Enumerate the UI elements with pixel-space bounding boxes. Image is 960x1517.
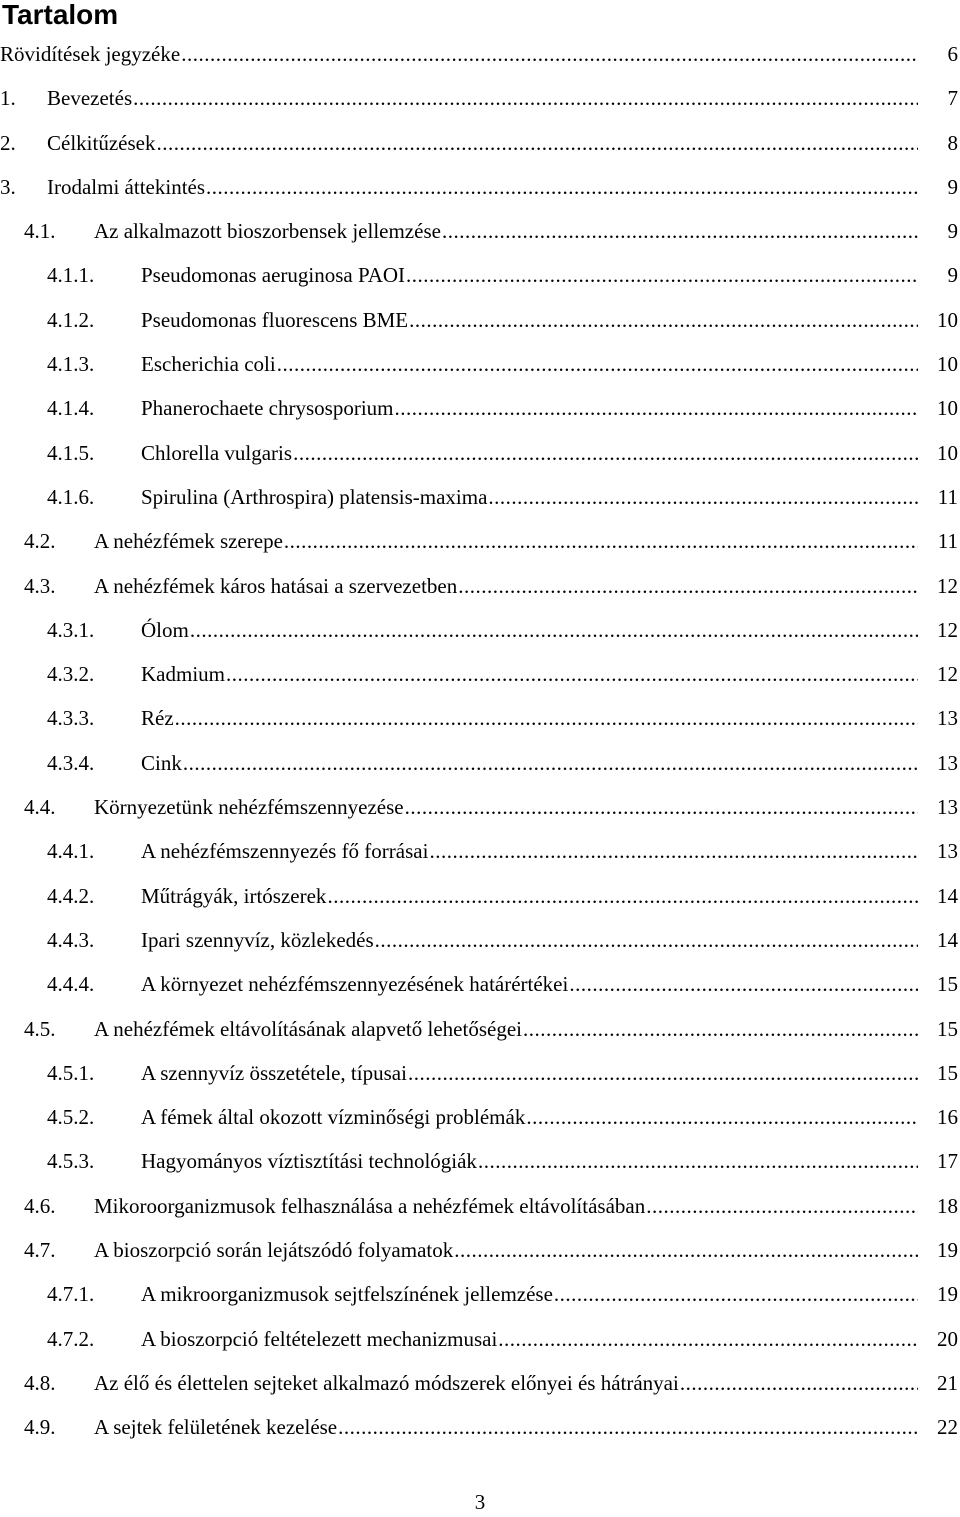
- toc-entry-number: 4.1.: [24, 219, 56, 244]
- toc-entry-number: 4.7.: [24, 1238, 56, 1263]
- toc-entry[interactable]: [0, 652, 960, 696]
- toc-entry-label: Irodalmi áttekintés: [47, 165, 206, 209]
- toc-entry-number: 4.1.4.: [47, 396, 95, 421]
- toc-leader-dots: [554, 1272, 918, 1316]
- toc-entry-line: [141, 475, 918, 519]
- toc-entry-number: 1.: [0, 86, 16, 111]
- toc-entry[interactable]: [0, 121, 960, 165]
- toc-leader-dots: [405, 785, 918, 829]
- toc-entry[interactable]: [0, 1228, 960, 1272]
- toc-entry-number: 4.5.: [24, 1016, 56, 1041]
- toc-entry[interactable]: [0, 1095, 960, 1139]
- toc-entry[interactable]: [0, 209, 960, 253]
- toc-entry-line: [141, 741, 918, 785]
- toc-leader-dots: [523, 1007, 918, 1051]
- toc-entry-page: 19: [937, 1238, 958, 1263]
- toc-entry-page: 13: [937, 795, 958, 820]
- toc-entry-label: Az élő és élettelen sejteket alkalmazó módszerek előnyei és hátrányai: [94, 1361, 680, 1405]
- toc-entry-label: A nehézfémek káros hatásai a szervezetben: [94, 564, 458, 608]
- toc-entry-page: 19: [937, 1282, 958, 1307]
- toc-entry[interactable]: [0, 1051, 960, 1095]
- toc-entry-page: 11: [937, 529, 958, 554]
- toc-entry-label: Ólom: [141, 608, 190, 652]
- toc-entry-line: [141, 1139, 918, 1183]
- toc-entry[interactable]: [0, 1184, 960, 1228]
- toc-entry-number: 4.5.3.: [47, 1149, 95, 1174]
- toc-leader-dots: [442, 209, 918, 253]
- toc-leader-dots: [293, 431, 918, 475]
- toc-leader-dots: [454, 1228, 918, 1272]
- toc-leader-dots: [133, 76, 918, 120]
- toc-entry-page: 17: [937, 1149, 958, 1174]
- toc-entry-number: 4.3.2.: [47, 662, 95, 687]
- toc-entry-page: 13: [937, 706, 958, 731]
- toc-entry-page: 13: [937, 750, 958, 775]
- toc-entry-page: 21: [937, 1370, 958, 1395]
- toc-entry[interactable]: [0, 1317, 960, 1361]
- table-of-contents: [0, 32, 960, 1450]
- toc-entry-label: Rövidítések jegyzéke: [0, 32, 181, 76]
- toc-entry-label: Környezetünk nehézfémszennyezése: [94, 785, 405, 829]
- toc-entry-line: [47, 76, 918, 120]
- toc-entry-number: 4.7.2.: [47, 1326, 95, 1351]
- toc-leader-dots: [338, 1405, 918, 1449]
- toc-entry[interactable]: [0, 253, 960, 297]
- toc-entry-page: 15: [937, 1060, 958, 1085]
- toc-entry[interactable]: [0, 1361, 960, 1405]
- toc-entry-number: 4.4.1.: [47, 839, 95, 864]
- toc-entry-line: [141, 1095, 918, 1139]
- toc-entry-page: 12: [937, 617, 958, 642]
- toc-entry-number: 4.4.: [24, 795, 56, 820]
- toc-entry-label: Réz: [141, 696, 175, 740]
- toc-entry-line: [0, 32, 918, 76]
- toc-entry-line: [94, 1228, 918, 1272]
- toc-entry-line: [141, 918, 918, 962]
- toc-entry-page: 18: [937, 1193, 958, 1218]
- toc-entry-page: 9: [947, 263, 958, 288]
- toc-entry-line: [141, 386, 918, 430]
- toc-entry-number: 4.4.2.: [47, 883, 95, 908]
- toc-leader-dots: [183, 741, 918, 785]
- toc-leader-dots: [526, 1095, 918, 1139]
- toc-entry-line: [94, 1405, 918, 1449]
- toc-entry-line: [94, 209, 918, 253]
- toc-entry-number: 3.: [0, 174, 16, 199]
- toc-entry-page: 13: [937, 839, 958, 864]
- toc-entry-label: A fémek által okozott vízminőségi problémák: [141, 1095, 526, 1139]
- toc-leader-dots: [406, 253, 918, 297]
- toc-entry-number: 4.7.1.: [47, 1282, 95, 1307]
- toc-entry-line: [94, 1184, 918, 1228]
- toc-entry-line: [47, 165, 918, 209]
- toc-leader-dots: [327, 874, 918, 918]
- toc-leader-dots: [458, 564, 918, 608]
- toc-entry-number: 4.3.3.: [47, 706, 95, 731]
- toc-entry-label: A mikroorganizmusok sejtfelszínének jellemzése: [141, 1272, 554, 1316]
- toc-entry[interactable]: [0, 1139, 960, 1183]
- toc-entry[interactable]: [0, 785, 960, 829]
- toc-entry-label: Kadmium: [141, 652, 226, 696]
- toc-entry-line: [141, 1317, 918, 1361]
- toc-entry-number: 4.3.1.: [47, 617, 95, 642]
- toc-entry-label: Spirulina (Arthrospira) platensis-maxima: [141, 475, 488, 519]
- toc-entry-label: Műtrágyák, irtószerek: [141, 874, 327, 918]
- toc-entry-number: 2.: [0, 130, 16, 155]
- toc-entry-page: 20: [937, 1326, 958, 1351]
- toc-entry[interactable]: [0, 475, 960, 519]
- toc-entry-number: 4.4.3.: [47, 927, 95, 952]
- toc-entry[interactable]: [0, 298, 960, 342]
- toc-entry-label: A nehézfémek eltávolításának alapvető lehetőségei: [94, 1007, 523, 1051]
- toc-entry-number: 4.5.2.: [47, 1105, 95, 1130]
- toc-entry-line: [141, 962, 918, 1006]
- page-number: 3: [474, 1490, 486, 1514]
- toc-entry-line: [94, 785, 918, 829]
- toc-entry-label: A szennyvíz összetétele, típusai: [141, 1051, 408, 1095]
- toc-entry-label: Cink: [141, 741, 183, 785]
- toc-entry-number: 4.1.1.: [47, 263, 95, 288]
- toc-entry-label: A nehézfémszennyezés fő forrásai: [141, 829, 429, 873]
- toc-entry-line: [141, 431, 918, 475]
- toc-entry-page: 10: [937, 352, 958, 377]
- toc-entry-number: 4.4.4.: [47, 972, 95, 997]
- toc-leader-dots: [277, 342, 918, 386]
- toc-entry-number: 4.1.2.: [47, 307, 95, 332]
- toc-entry[interactable]: [0, 1405, 960, 1449]
- toc-leader-dots: [429, 829, 918, 873]
- toc-entry[interactable]: [0, 564, 960, 608]
- toc-entry[interactable]: [0, 874, 960, 918]
- toc-entry[interactable]: [0, 741, 960, 785]
- toc-entry-line: [141, 342, 918, 386]
- toc-entry-page: 9: [947, 174, 958, 199]
- toc-entry-label: Pseudomonas fluorescens BME: [141, 298, 409, 342]
- toc-entry[interactable]: [0, 696, 960, 740]
- toc-entry-label: A sejtek felületének kezelése: [94, 1405, 338, 1449]
- toc-entry-page: 14: [937, 927, 958, 952]
- toc-entry-line: [141, 298, 918, 342]
- toc-entry-line: [141, 874, 918, 918]
- toc-entry-number: 4.9.: [24, 1415, 56, 1440]
- toc-entry-line: [47, 121, 918, 165]
- toc-leader-dots: [375, 918, 918, 962]
- toc-entry-label: Hagyományos víztisztítási technológiák: [141, 1139, 478, 1183]
- toc-entry-page: 9: [947, 219, 958, 244]
- toc-entry-page: 12: [937, 662, 958, 687]
- toc-entry[interactable]: [0, 76, 960, 120]
- toc-entry-label: Escherichia coli: [141, 342, 277, 386]
- toc-entry-number: 4.3.4.: [47, 750, 95, 775]
- toc-entry-number: 4.2.: [24, 529, 56, 554]
- toc-entry-number: 4.3.: [24, 573, 56, 598]
- toc-entry-label: Phanerochaete chrysosporium: [141, 386, 395, 430]
- toc-leader-dots: [498, 1317, 918, 1361]
- toc-entry-number: 4.1.6.: [47, 484, 95, 509]
- toc-entry[interactable]: [0, 431, 960, 475]
- toc-entry-line: [94, 519, 918, 563]
- toc-leader-dots: [175, 696, 918, 740]
- toc-leader-dots: [478, 1139, 918, 1183]
- toc-leader-dots: [226, 652, 918, 696]
- toc-entry-line: [94, 1007, 918, 1051]
- toc-entry[interactable]: [0, 918, 960, 962]
- toc-entry[interactable]: [0, 519, 960, 563]
- toc-entry-label: Pseudomonas aeruginosa PAOI: [141, 253, 406, 297]
- toc-entry[interactable]: [0, 962, 960, 1006]
- toc-entry-page: 14: [937, 883, 958, 908]
- toc-entry[interactable]: [0, 386, 960, 430]
- toc-leader-dots: [488, 475, 918, 519]
- toc-entry-label: Mikoroorganizmusok felhasználása a nehézfémek eltávolításában: [94, 1184, 646, 1228]
- toc-leader-dots: [181, 32, 918, 76]
- toc-entry-label: A nehézfémek szerepe: [94, 519, 284, 563]
- toc-entry-line: [141, 253, 918, 297]
- toc-entry-page: 10: [937, 440, 958, 465]
- toc-entry-page: 12: [937, 573, 958, 598]
- toc-entry-page: 16: [937, 1105, 958, 1130]
- toc-entry-label: Célkitűzések: [47, 121, 156, 165]
- toc-entry-page: 22: [937, 1415, 958, 1440]
- toc-entry-number: 4.1.5.: [47, 440, 95, 465]
- toc-entry-page: 6: [947, 42, 958, 66]
- toc-leader-dots: [680, 1361, 918, 1405]
- toc-entry-number: 4.5.1.: [47, 1060, 95, 1085]
- toc-leader-dots: [156, 121, 918, 165]
- toc-entry-line: [141, 1272, 918, 1316]
- toc-entry-line: [141, 696, 918, 740]
- toc-entry-label: Az alkalmazott bioszorbensek jellemzése: [94, 209, 442, 253]
- toc-entry-label: A bioszorpció során lejátszódó folyamatok: [94, 1228, 454, 1272]
- toc-entry[interactable]: [0, 342, 960, 386]
- toc-leader-dots: [395, 386, 918, 430]
- toc-entry-number: 4.1.3.: [47, 352, 95, 377]
- toc-entry-number: 4.8.: [24, 1370, 56, 1395]
- toc-entry-line: [141, 608, 918, 652]
- toc-entry-line: [141, 652, 918, 696]
- toc-leader-dots: [646, 1184, 918, 1228]
- toc-leader-dots: [569, 962, 918, 1006]
- toc-leader-dots: [408, 1051, 918, 1095]
- toc-entry[interactable]: [0, 1272, 960, 1316]
- toc-entry-label: Chlorella vulgaris: [141, 431, 293, 475]
- toc-entry-line: [94, 564, 918, 608]
- page-title: Tartalom: [2, 0, 119, 30]
- toc-entry[interactable]: [0, 1007, 960, 1051]
- toc-entry-page: 7: [947, 86, 958, 111]
- toc-entry-label: Ipari szennyvíz, közlekedés: [141, 918, 375, 962]
- toc-entry[interactable]: [0, 829, 960, 873]
- toc-entry[interactable]: [0, 608, 960, 652]
- toc-entry-label: A környezet nehézfémszennyezésének határértékei: [141, 962, 569, 1006]
- toc-entry[interactable]: [0, 32, 960, 76]
- toc-entry-page: 15: [937, 1016, 958, 1041]
- toc-entry-line: [141, 1051, 918, 1095]
- toc-entry-label: Bevezetés: [47, 76, 133, 120]
- toc-leader-dots: [190, 608, 918, 652]
- toc-entry[interactable]: [0, 165, 960, 209]
- toc-entry-line: [94, 1361, 918, 1405]
- toc-entry-page: 11: [937, 484, 958, 509]
- toc-entry-label: A bioszorpció feltételezett mechanizmusai: [141, 1317, 498, 1361]
- toc-entry-number: 4.6.: [24, 1193, 56, 1218]
- toc-entry-line: [141, 829, 918, 873]
- toc-entry-page: 15: [937, 972, 958, 997]
- toc-leader-dots: [206, 165, 918, 209]
- toc-entry-page: 10: [937, 396, 958, 421]
- toc-leader-dots: [284, 519, 918, 563]
- toc-leader-dots: [409, 298, 918, 342]
- toc-entry-page: 8: [947, 130, 958, 155]
- toc-entry-page: 10: [937, 307, 958, 332]
